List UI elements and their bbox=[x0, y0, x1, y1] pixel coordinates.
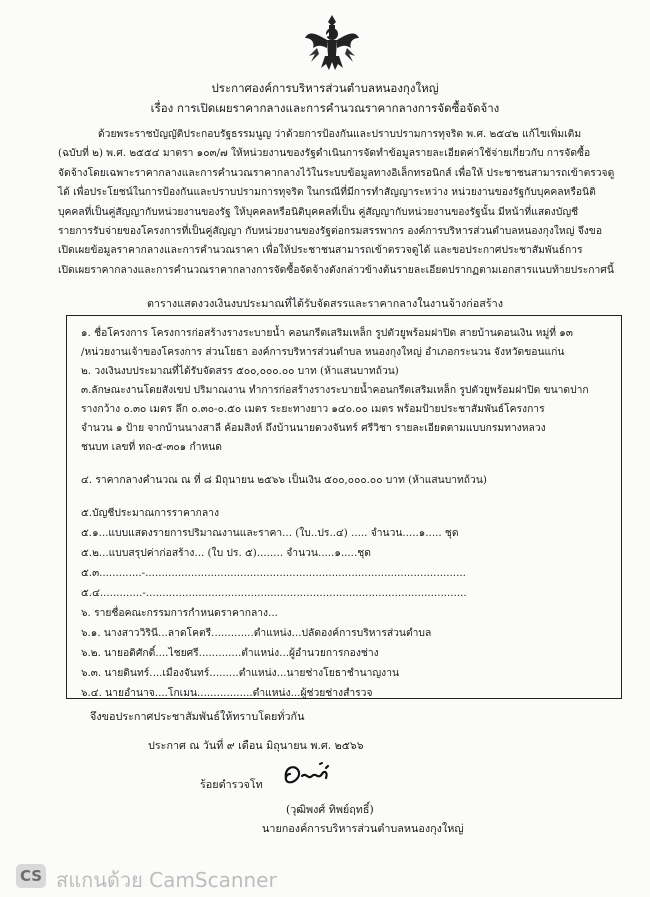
work-description-line: จำนวน ๑ ป้าย จากบ้านนางสาลี ค้อมสิงห์ ถึงบ้านนายดวงจันทร์ ศรีวิชา รายละเอียดตามแบบกรมทางหลวง bbox=[81, 422, 546, 434]
committee-member: ๖.๔. นายอำนาจ....โกเมน.................ตำแหน่ง...ผู้ช่วยช่างสำรวจ bbox=[81, 687, 373, 699]
body-line: ได้ เพื่อประโยชน์ในการป้องกันและปราบปรามการทุจริต ในกรณีที่มีการทำสัญญาระหว่าง หน่วยงานของรัฐกับบุคคลหรือนิติ bbox=[58, 186, 596, 199]
camscanner-text: สแกนด้วย CamScanner bbox=[56, 868, 277, 892]
announcement-body bbox=[58, 125, 618, 280]
body-line: เปิดเผยราคากลางและการคำนวณราคากลางการจัดซื้อจัดจ้างดังกล่าวข้างต้นรายละเอียดปรากฏตามเอกสารแนบท้ายประกาศนี้ bbox=[58, 263, 614, 276]
budget-details-box bbox=[66, 315, 622, 699]
work-description-line: ๓.ลักษณะงานโดยสังเขป ปริมาณงาน ทำการก่อสร้างรางระบายน้ำคอนกรีตเสริมเหล็ก รูปตัวยูพร้อมฝาปิด ขนาดปาก bbox=[81, 384, 589, 396]
budget-table-title: ตารางแสดงวงเงินงบประมาณที่ได้รับจัดสรรและราคากลางในงานจ้างก่อสร้าง bbox=[146, 297, 503, 310]
work-description-line: ชนบท เลขที่ ทถ-๕-๓๐๑ กำหนด bbox=[81, 441, 222, 453]
budget-allocated-line: ๒. วงเงินงบประมาณที่ได้รับจัดสรร ๕๐๐,๐๐๐.๐๐ บาท (ห้าแสนบาทถ้วน) bbox=[81, 365, 399, 377]
body-line: เปิดเผยข้อมูลราคากลางและการคำนวณราคา เพื่อให้ประชาชนสามารถเข้าตรวจดูได้ และขอประกาศประชาสัมพันธ์การ bbox=[58, 244, 583, 257]
body-line: จัดจ้างโดยเฉพาะราคากลางและการคำนวณราคากลางไว้ในระบบข้อมูลทางอิเล็กทรอนิกส์ เพื่อให้ ประชาชนสามารถเข้าตรวจดู bbox=[58, 166, 615, 179]
project-owner-line: /หน่วยงานเจ้าของโครงการ ส่วนโยธา องค์การบริหารส่วนตำบล หนองกุงใหญ่ อำเภอกระนวน จังหวัดขอนแก่น bbox=[81, 346, 565, 358]
work-description-line: รางกว้าง ๐.๓๐ เมตร ลึก ๐.๓๐-๐.๕๐ เมตร ระยะทางยาว ๑๔๐.๐๐ เมตร พร้อมป้ายประชาสัมพันธ์โครงการ bbox=[81, 403, 545, 415]
estimate-list-heading: ๕.บัญชีประมาณการราคากลาง bbox=[81, 507, 219, 519]
body-line: บุคคลที่เป็นคู่สัญญากับหน่วยงานของรัฐ ให้บุคคลหรือนิติบุคคลที่เป็น คู่สัญญากับหน่วยงานของรัฐนั้น มีหน้าที่แสดงบัญชี bbox=[58, 205, 579, 218]
camscanner-watermark bbox=[0, 858, 650, 897]
signer-title: นายกองค์การบริหารส่วนตำบลหนองกุงใหญ่ bbox=[262, 822, 464, 835]
committee-member: ๖.๒. นายอดิศักดิ์....ไชยศรี.............ตำแหน่ง...ผู้อำนวยการกองช่าง bbox=[81, 647, 379, 659]
closing-statement: จึงขอประกาศประชาสัมพันธ์ให้ทราบโดยทั่วกัน bbox=[90, 710, 305, 723]
committee-member: ๖.๑. นางสาววิรินี...ลาดโคตรี.............ตำแหน่ง...ปลัดองค์การบริหารส่วนตำบล bbox=[81, 627, 432, 639]
handwritten-signature-icon bbox=[280, 758, 350, 792]
body-line: รายการรับจ่ายของโครงการที่เป็นคู่สัญญา กับหน่วยงานของรัฐต่อกรมสรรพากร องค์การบริหารส่วนตำบลหนองกุงใหญ่ จึงขอ bbox=[58, 225, 603, 238]
announcement-title: ประกาศองค์การบริหารส่วนตำบลหนองกุงใหญ่ bbox=[211, 81, 439, 95]
garuda-emblem-icon bbox=[303, 12, 361, 74]
committee-heading: ๖. รายชื่อคณะกรรมการกำหนดราคากลาง... bbox=[81, 607, 278, 619]
signer-rank: ร้อยตำรวจโท bbox=[200, 778, 263, 791]
signer-name: (วุฒิพงศ์ ทิพย์ฤทธิ์) bbox=[286, 803, 374, 816]
body-line: ด้วยพระราชบัญญัติประกอบรัฐธรรมนูญ ว่าด้วยการป้องกันและปราบปรามการทุจริต พ.ศ. ๒๕๔๒ แก้ไขเพิ่มเติม bbox=[98, 128, 582, 140]
estimate-item: ๕.๒...แบบสรุปค่าก่อสร้าง... (ใบ ปร. ๕)........ จำนวน.....๑.....ชุด bbox=[81, 547, 371, 559]
camscanner-logo-icon: CS bbox=[16, 864, 46, 888]
body-line: (ฉบับที่ ๒) พ.ศ. ๒๕๕๔ มาตรา ๑๐๓/๗ ให้หน่วยงานของรัฐดำเนินการจัดทำข้อมูลรายละเอียดค่าใช้จ่ายเกี่ยวกับ การจัดซื้อ bbox=[58, 147, 591, 160]
announcement-subject: เรื่อง การเปิดเผยราคากลางและการคำนวณราคากลางการจัดซื้อจัดจ้าง bbox=[150, 101, 500, 115]
estimate-item: ๕.๑...แบบแสดงรายการปริมาณงานและราคา... (ใบ..ปร..๔) ..... จำนวน.....๑..... ชุด bbox=[81, 527, 459, 539]
committee-member: ๖.๓. นายดินทร์....เมืองจันทร์.........ตำแหน่ง...นายช่างโยธาชำนาญงาน bbox=[81, 667, 400, 679]
announcement-date: ประกาศ ณ วันที่ ๙ เดือน มิถุนายน พ.ศ. ๒๕๖๖ bbox=[148, 739, 364, 752]
project-name-line: ๑. ชื่อโครงการ โครงการก่อสร้างรางระบายน้ำ คอนกรีตเสริมเหล็ก รูปตัวยูพร้อมฝาปิด สายบ้านดอนเงิน หมู่ที่ ๑๓ bbox=[81, 327, 573, 339]
median-price-line: ๔. ราคากลางคำนวณ ณ ที่ ๘ มิถุนายน ๒๕๖๖ เป็นเงิน ๕๐๐,๐๐๐.๐๐ บาท (ห้าแสนบาทถ้วน) bbox=[81, 474, 487, 486]
estimate-item: ๕.๓.............-.................................................................................................. bbox=[81, 567, 466, 579]
estimate-item: ๕.๔.............-.................................................................................................. bbox=[81, 587, 467, 599]
